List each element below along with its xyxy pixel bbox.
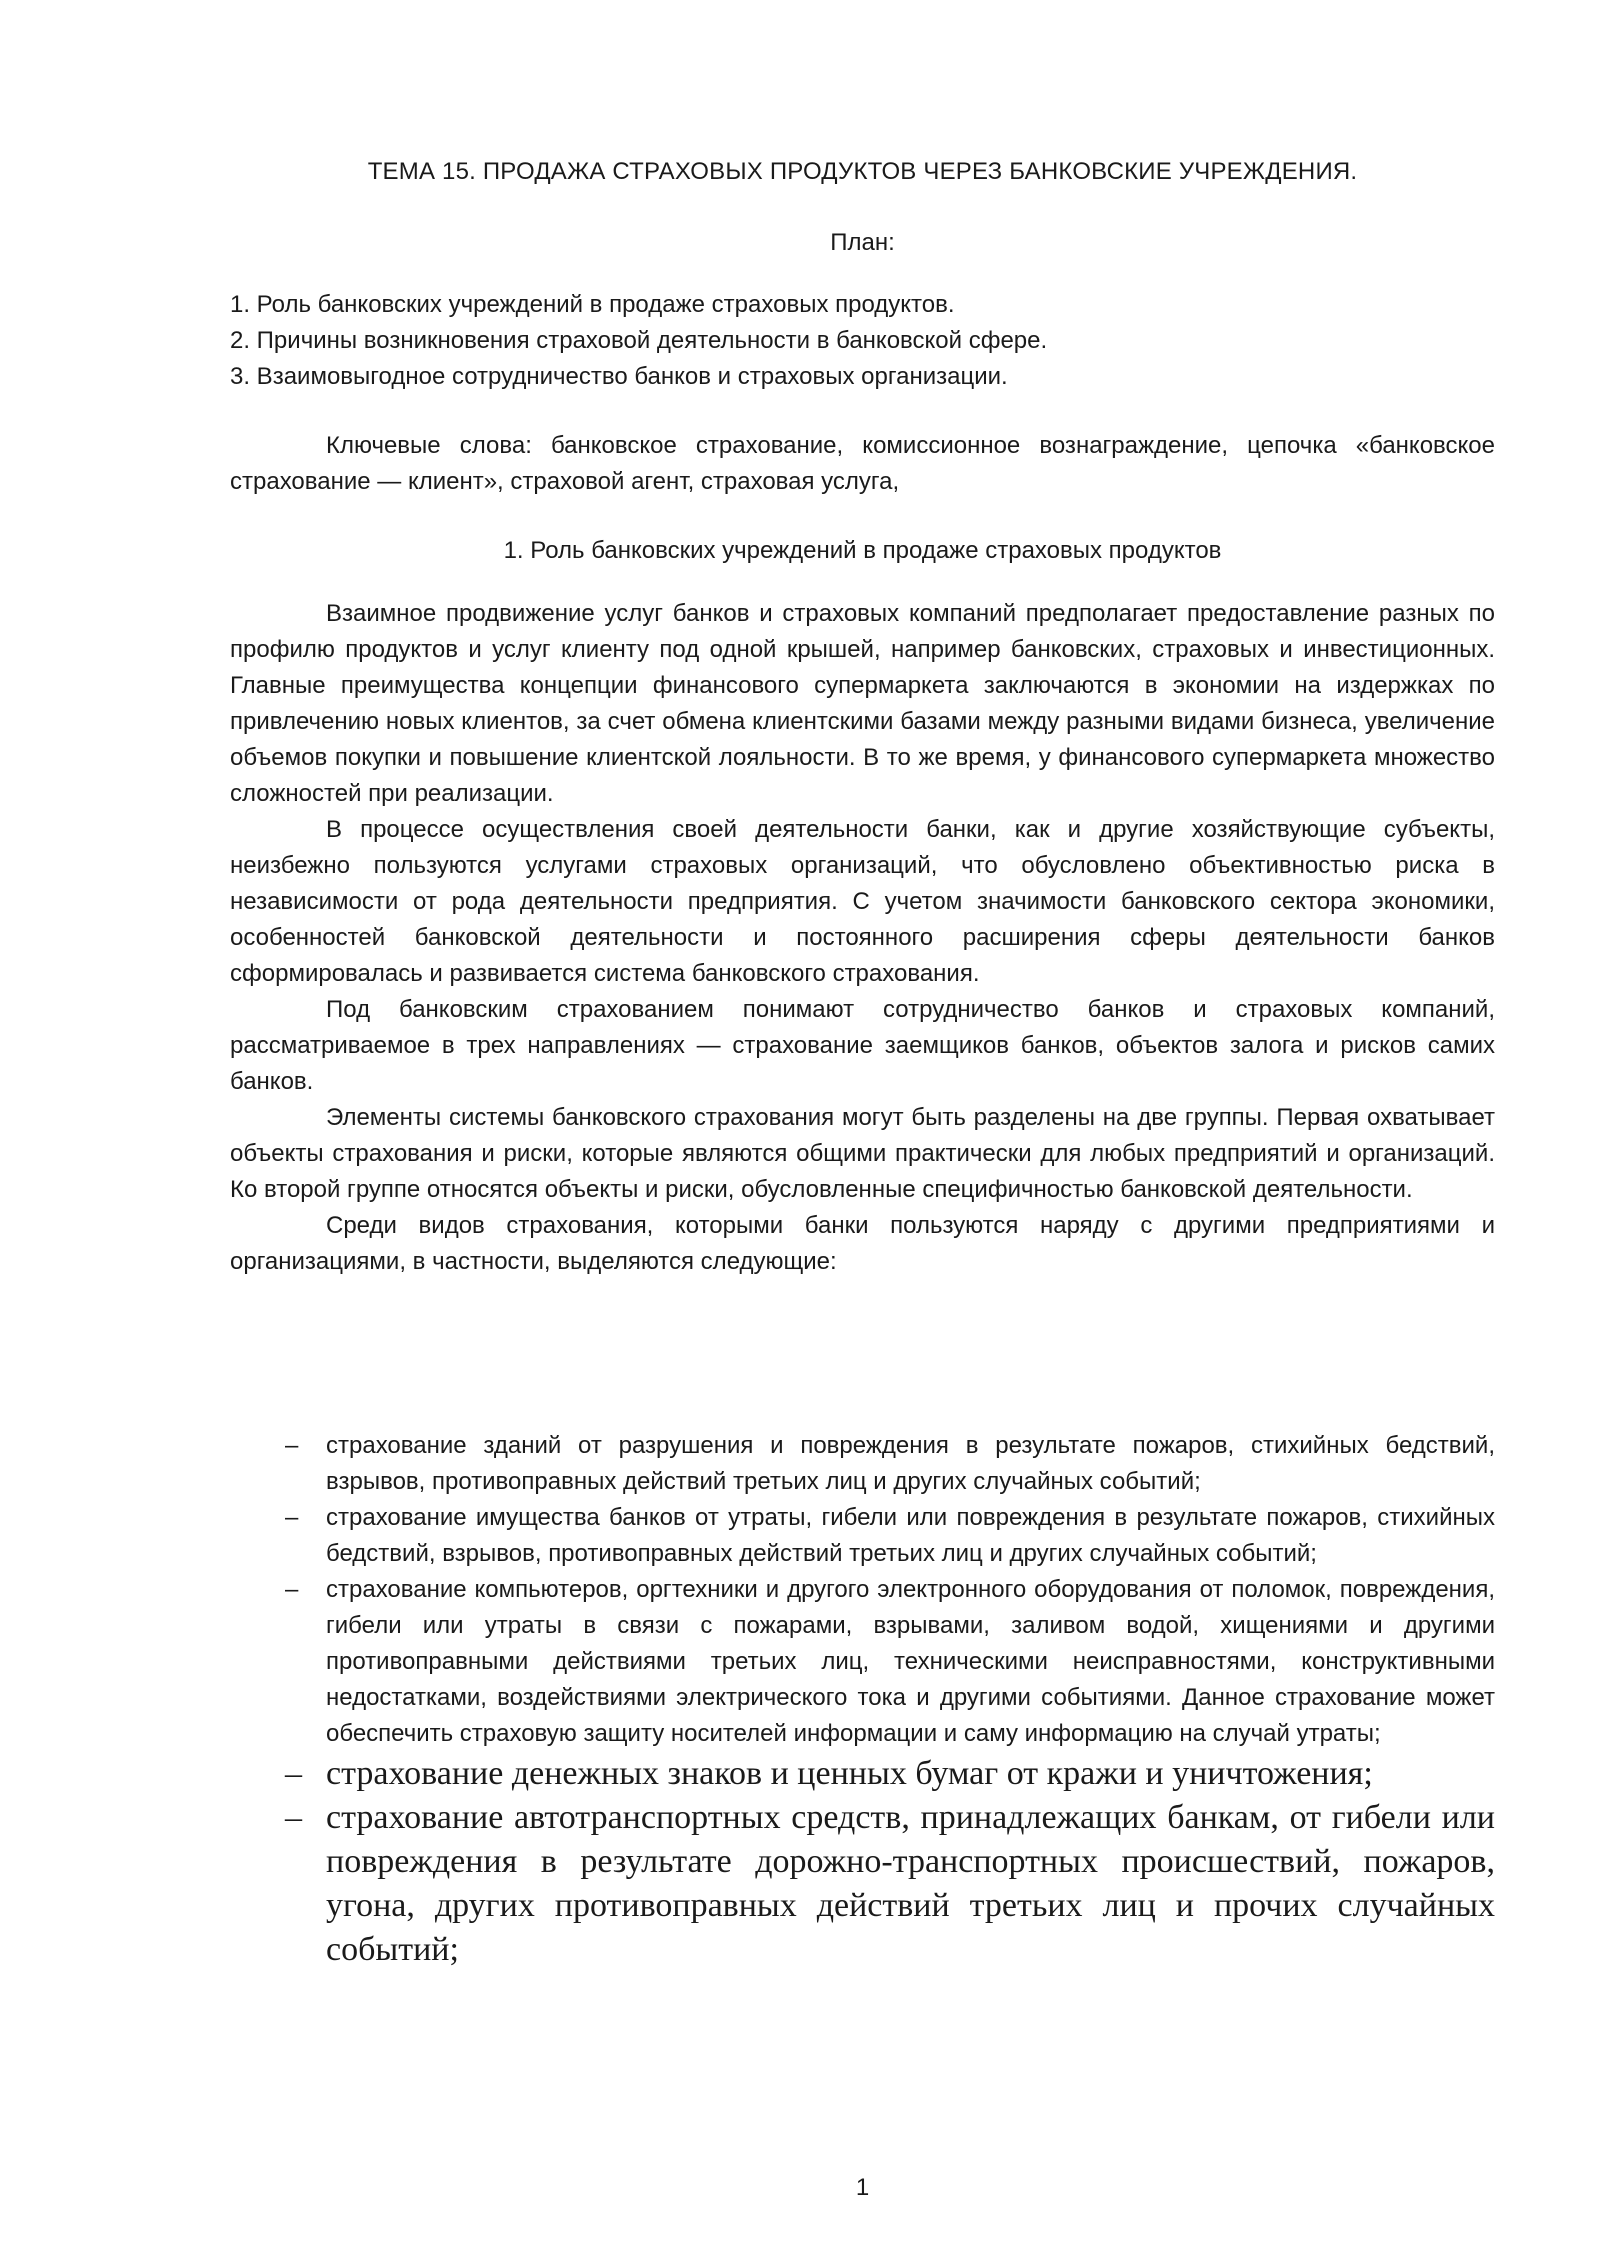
plan-item: 2. Причины возникновения страховой деятельности в банковской сфере. bbox=[230, 327, 1048, 354]
page-number: 1 bbox=[855, 2174, 870, 2201]
paragraph: Под банковским страхованием понимают сотрудничество банков и страховых компаний, рассматриваемое в трех направлениях — страхование заемщиков банков, объектов залога и рисков самих банков. bbox=[230, 996, 1495, 1095]
list-item bbox=[230, 1572, 1495, 1752]
dash-marker: – bbox=[285, 1432, 299, 1459]
plan-heading: План: bbox=[830, 229, 895, 256]
plan-item: 3. Взаимовыгодное сотрудничество банков и страховых организации. bbox=[230, 363, 1008, 390]
body-text bbox=[230, 596, 1495, 1280]
paragraph: Элементы системы банковского страхования могут быть разделены на две группы. Первая охватывает объекты страхования и риски, которые являются общими практически для любых предприятий и организаций. Ко второй группе относятся объекты и риски, обусловленные специфичностью банковской деятельности. bbox=[230, 1104, 1495, 1203]
dash-marker: – bbox=[285, 1755, 302, 1792]
paragraph: В процессе осуществления своей деятельности банки, как и другие хозяйствующие субъекты, неизбежно пользуются услугами страховых организаций, что обусловлено объективностью риска в независимости от рода деятельности предприятия. С учетом значимости банковского сектора экономики, особенностей банковской деятельности и постоянного расширения сферы деятельности банков сформировалась и развивается система банковского страхования. bbox=[230, 816, 1495, 987]
plan-list bbox=[230, 287, 1495, 395]
paragraph: Среди видов страхования, которыми банки пользуются наряду с другими предприятиями и организациями, в частности, выделяются следующие: bbox=[230, 1212, 1495, 1275]
list-item-text: страхование денежных знаков и ценных бумаг от кражи и уничтожения; bbox=[326, 1755, 1373, 1792]
dash-marker: – bbox=[285, 1799, 302, 1836]
list-item bbox=[230, 1752, 1495, 1796]
plan-item: 1. Роль банковских учреждений в продаже страховых продуктов. bbox=[230, 291, 955, 318]
list-item-text: страхование компьютеров, оргтехники и другого электронного оборудования от поломок, повреждения, гибели или утраты в связи с пожарами, взрывами, заливом водой, хищениями и другими противоправными действиями третьих лиц, техническими неисправностями, конструктивными недостатками, воздействиями электрического тока и другими событиями. Данное страхование может обеспечить страховую защиту носителей информации и саму информацию на случай утраты; bbox=[326, 1576, 1495, 1747]
list-item bbox=[230, 1796, 1495, 1972]
document-title: ТЕМА 15. ПРОДАЖА СТРАХОВЫХ ПРОДУКТОВ ЧЕРЕЗ БАНКОВСКИЕ УЧРЕЖДЕНИЯ. bbox=[367, 158, 1358, 185]
section-heading: 1. Роль банковских учреждений в продаже страховых продуктов bbox=[503, 537, 1222, 564]
list-item-text: страхование имущества банков от утраты, гибели или повреждения в результате пожаров, стихийных бедствий, взрывов, противоправных действий третьих лиц и других случайных событий; bbox=[326, 1504, 1495, 1567]
dash-marker: – bbox=[285, 1504, 299, 1531]
dash-marker: – bbox=[285, 1576, 299, 1603]
keywords-paragraph: Ключевые слова: банковское страхование, комиссионное вознаграждение, цепочка «банковское страхование — клиент», страховой агент, страховая услуга, bbox=[230, 432, 1495, 495]
list-item bbox=[230, 1500, 1495, 1572]
document-page bbox=[230, 0, 1495, 2262]
paragraph: Взаимное продвижение услуг банков и страховых компаний предполагает предоставление разных по профилю продуктов и услуг клиенту под одной крышей, например банковских, страховых и инвестиционных. Главные преимущества концепции финансового супермаркета заключаются в экономии на издержках по привлечению новых клиентов, за счет обмена клиентскими базами между разными видами бизнеса, увеличение объемов покупки и повышение клиентской лояльности. В то же время, у финансового супермаркета множество сложностей при реализации. bbox=[230, 600, 1495, 807]
list-item bbox=[230, 1428, 1495, 1500]
list-item-text: страхование зданий от разрушения и повреждения в результате пожаров, стихийных бедствий, взрывов, противоправных действий третьих лиц и других случайных событий; bbox=[326, 1432, 1495, 1495]
insurance-types-list bbox=[230, 1428, 1495, 1972]
list-item-text: страхование автотранспортных средств, принадлежащих банкам, от гибели или повреждения в результате дорожно-транспортных происшествий, пожаров, угона, других противоправных действий третьих лиц и прочих случайных событий; bbox=[326, 1799, 1495, 1968]
